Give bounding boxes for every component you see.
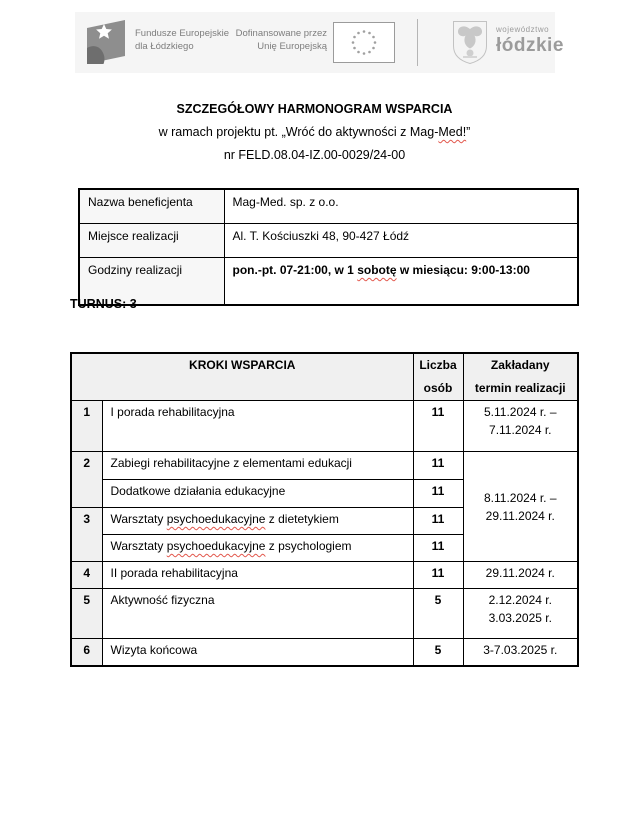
european-funds-label: [135, 27, 229, 53]
title-block: [0, 98, 629, 167]
table-row: [79, 258, 578, 306]
header-steps: [71, 353, 413, 401]
table-row: [71, 562, 578, 589]
european-funds-flag-icon: [84, 17, 128, 67]
header-count-line2: osób: [423, 381, 453, 395]
subtitle-misspelled-word: Med!: [438, 125, 467, 139]
cell-step-number: 2: [71, 452, 102, 508]
cell-step-number: 3: [71, 508, 102, 562]
cell-step-desc: Wizyta końcowa: [102, 639, 413, 667]
hours-suffix: w miesiącu: 9:00-13:00: [396, 263, 530, 277]
hours-misspelled-word: sobotę: [357, 263, 397, 277]
date-line2: 3.03.2025 r.: [488, 611, 552, 625]
fe-label-line2: dla Łódzkiego: [135, 41, 194, 52]
cell-location-value: Al. T. Kościuszki 48, 90-427 Łódź: [224, 224, 578, 258]
project-number: nr FELD.08.04-IZ.00-0029/24-00: [223, 148, 406, 162]
logo-divider: [417, 19, 418, 66]
cell-step-desc: I porada rehabilitacyjna: [102, 401, 413, 452]
cell-step-desc: Aktywność fizyczna: [102, 589, 413, 639]
region-label-line2: łódzkie: [496, 35, 564, 56]
steps-table: [70, 352, 579, 667]
cell-beneficiary-value: Mag-Med. sp. z o.o.: [224, 189, 578, 224]
project-subtitle: [0, 121, 629, 144]
eu-label-line1: Dofinansowane przez: [235, 28, 327, 39]
cell-step-count: 11: [413, 535, 463, 562]
cell-step-number: 1: [71, 401, 102, 452]
turnus-label: TURNUS: 3: [70, 297, 137, 311]
table-row: [79, 189, 578, 224]
header-count: [413, 353, 463, 401]
table-row: [71, 452, 578, 480]
desc-prefix: Warsztaty: [110, 539, 167, 553]
desc-suffix: z psychologiem: [265, 539, 352, 553]
cell-location-label: Miejsce realizacji: [79, 224, 224, 258]
date-line1: 5.11.2024 r. –: [484, 405, 557, 419]
date-line1: 2.12.2024 r.: [488, 593, 552, 607]
header-term-line2: termin realizacji: [474, 381, 566, 395]
header-term-line1: Zakładany: [490, 358, 550, 372]
logo-banner: [75, 12, 564, 73]
cell-step-count: 11: [413, 401, 463, 452]
cell-step-desc: [102, 535, 413, 562]
eu-label-line2: Unię Europejską: [257, 41, 327, 52]
table-header-row: [71, 353, 578, 401]
cell-step-date: [463, 589, 578, 639]
cell-step-date: [463, 401, 578, 452]
date-line2: 29.11.2024 r.: [485, 508, 555, 523]
header-term: [463, 353, 578, 401]
desc-suffix: z dietetykiem: [265, 512, 339, 526]
cell-step-date: [463, 452, 578, 562]
cell-step-date: 3-7.03.2025 r.: [463, 639, 578, 667]
info-table: [78, 188, 579, 306]
cell-step-desc: II porada rehabilitacyjna: [102, 562, 413, 589]
cell-step-number: 4: [71, 562, 102, 589]
cell-step-count: 11: [413, 508, 463, 535]
cell-beneficiary-label: Nazwa beneficjenta: [79, 189, 224, 224]
cell-step-desc: Zabiegi rehabilitacyjne z elementami edukacji: [102, 452, 413, 480]
lodzkie-coat-of-arms-icon: [451, 19, 489, 65]
lodzkie-region-label: [496, 25, 564, 56]
subtitle-suffix: ”: [466, 125, 471, 139]
cell-step-count: 11: [413, 480, 463, 508]
table-row: [71, 639, 578, 667]
cell-step-desc: Dodatkowe działania edukacyjne: [102, 480, 413, 508]
desc-prefix: Warsztaty: [110, 512, 167, 526]
desc-misspelled-word: psychoedukacyjne: [166, 539, 266, 553]
desc-misspelled-word: psychoedukacyjne: [166, 512, 266, 526]
date-line1: 8.11.2024 r. –: [484, 490, 557, 505]
document-title: SZCZEGÓŁOWY HARMONOGRAM WSPARCIA: [176, 102, 453, 116]
cell-step-count: 5: [413, 639, 463, 667]
cell-step-number: 5: [71, 589, 102, 639]
eu-funding-label: [227, 27, 327, 53]
cell-step-count: 5: [413, 589, 463, 639]
eu-flag-icon: [333, 22, 395, 63]
cell-step-count: 11: [413, 562, 463, 589]
cell-step-desc: [102, 508, 413, 535]
header-count-line1: Liczba: [419, 358, 457, 372]
date-line2: 7.11.2024 r.: [489, 423, 552, 437]
header-steps-text: KROKI WSPARCIA: [189, 358, 296, 372]
table-row: [71, 401, 578, 452]
subtitle-prefix: w ramach projektu pt. „Wróć do aktywności z Mag-: [158, 125, 439, 139]
fe-label-line1: Fundusze Europejskie: [135, 28, 229, 39]
cell-step-count: 11: [413, 452, 463, 480]
cell-step-date: 29.11.2024 r.: [463, 562, 578, 589]
table-row: [71, 589, 578, 639]
cell-hours-label: Godziny realizacji: [79, 258, 224, 306]
cell-hours-value: [224, 258, 578, 306]
table-row: [79, 224, 578, 258]
region-label-line1: województwo: [496, 25, 550, 34]
hours-prefix: pon.-pt. 07-21:00, w 1: [232, 263, 358, 277]
cell-step-number: 6: [71, 639, 102, 667]
